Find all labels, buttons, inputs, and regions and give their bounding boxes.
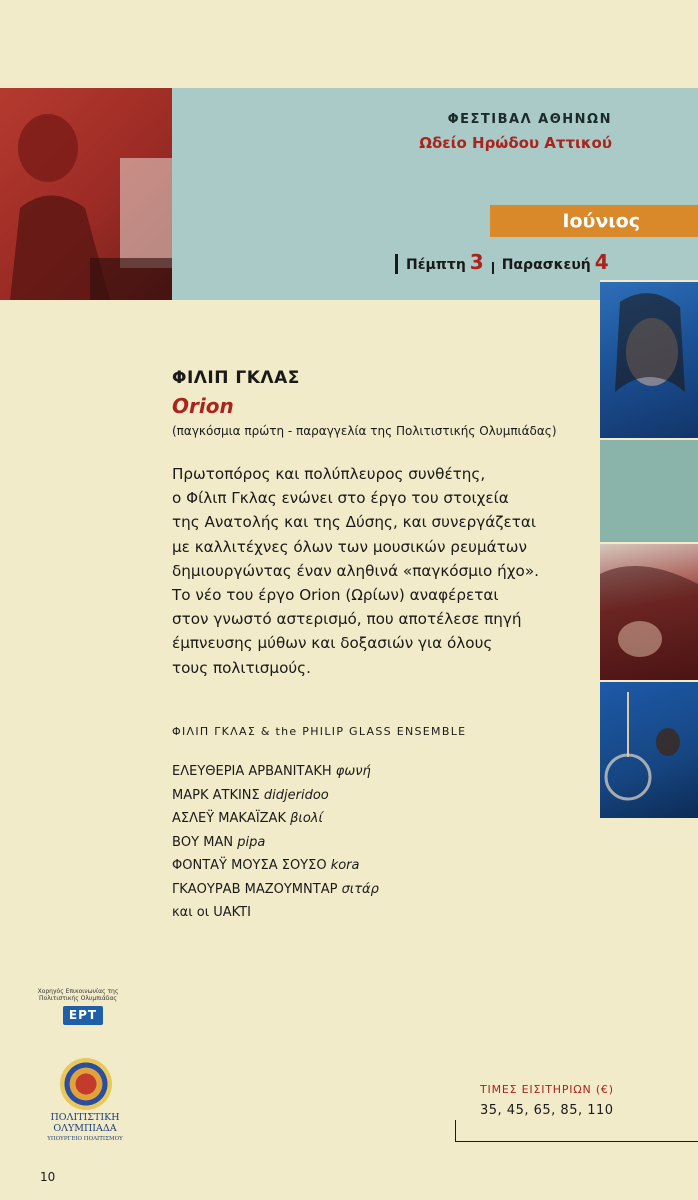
description-line: έμπνευσης μύθων και δοξασιών για όλους <box>172 634 493 653</box>
performer-name: ΦΟΝΤΑΫ ΜΟΥΣΑ ΣΟΥΣΟ <box>172 858 327 873</box>
performer-item <box>172 760 379 784</box>
performer-instrument: σιτάρ <box>341 881 379 897</box>
performer-name: ΓΚΑΟΥΡΑΒ ΜΑΖΟΥΜΝΤΑΡ <box>172 881 338 897</box>
color-block <box>600 440 698 542</box>
date-number: 3 <box>469 250 484 274</box>
month-label: Ιούνιος <box>562 210 640 232</box>
performer-instrument: φωνή <box>335 764 371 779</box>
olympiad-title: ΠΟΛΙΤΙΣΤΙΚΗ ΟΛΥΜΠΙΑΔΑ <box>50 1112 120 1134</box>
description <box>172 462 592 680</box>
performer-name: ΜΑΡΚ ΑΤΚΙΝΣ <box>172 787 260 803</box>
performer-photo <box>600 682 698 818</box>
ticket-rule-vertical <box>455 1120 456 1142</box>
venue-name: Ωδείο Ηρώδου Αττικού <box>419 134 612 152</box>
performer-photo <box>600 282 698 438</box>
performer-instrument: βιολί <box>290 811 323 826</box>
date-divider <box>492 262 494 274</box>
description-line: δημιουργώντας έναν αληθινά «παγκόσμιο ήχο». <box>172 561 539 580</box>
performer-name: ΕΛΕΥΘΕΡΙΑ ΑΡΒΑΝΙΤΑΚΗ <box>172 764 332 779</box>
date-day: Πέμπτη <box>406 257 466 273</box>
ticket-label: ΤΙΜΕΣ ΕΙΣΙΤΗΡΙΩΝ (€) <box>480 1083 614 1096</box>
performer-list <box>172 760 379 925</box>
description-line: Πρωτοπόρος και πολύπλευρος συνθέτης, <box>172 465 486 483</box>
performer-instrument: kora <box>330 858 360 873</box>
performer-item <box>172 831 379 855</box>
performer-instrument: pipa <box>237 834 266 850</box>
date-day: Παρασκευή <box>501 257 591 273</box>
performer-instrument: didjeridoo <box>263 787 329 803</box>
ticket-rule-horizontal <box>455 1141 698 1142</box>
performer-item <box>172 784 379 808</box>
page-number: 10 <box>40 1170 56 1184</box>
ert-logo: ΕΡΤ <box>63 1006 103 1025</box>
description-line: με καλλιτέχνες όλων των μουσικών ρευμάτων <box>172 537 527 556</box>
description-line: της Ανατολής και της Δύσης, και συνεργάζεται <box>172 513 537 532</box>
date-number: 4 <box>594 250 609 274</box>
work-subtitle: (παγκόσμια πρώτη - παραγγελία της Πολιτιστικής Ολυμπιάδας) <box>172 424 557 438</box>
festival-name: ΦΕΣΤΙΒΑΛ ΑΘΗΝΩΝ <box>447 112 612 127</box>
performer-item <box>172 854 379 878</box>
event-dates <box>395 250 609 278</box>
performer-item <box>172 807 379 831</box>
composer-photo <box>0 88 172 300</box>
olympiad-subtitle: ΥΠΟΥΡΓΕΙΟ ΠΟΛΙΤΙΣΜΟΥ <box>47 1136 123 1142</box>
ticket-prices: 35, 45, 65, 85, 110 <box>480 1103 614 1118</box>
sponsor-text: Χορηγός Επικοινωνίας της Πολιτιστικής Ολυμπιάδας <box>37 988 119 1002</box>
description-line: Το νέο του έργο Orion (Ωρίων) αναφέρεται <box>172 586 499 605</box>
description-line: ο Φίλιπ Γκλας ενώνει στο έργο του στοιχεία <box>172 489 509 508</box>
description-line: τους πολιτισμούς. <box>172 658 311 677</box>
description-line: στον γνωστό αστερισμό, που αποτέλεσε πηγή <box>172 610 522 629</box>
composer-name: ΦΙΛΙΠ ΓΚΛΑΣ <box>172 368 300 388</box>
date-divider <box>395 254 398 274</box>
performer-name: ΒΟΥ ΜΑΝ <box>172 834 234 850</box>
performer-item <box>172 878 379 902</box>
performer-photo <box>600 544 698 680</box>
olympiad-logo-icon <box>60 1058 112 1110</box>
ensemble-heading: ΦΙΛΙΠ ΓΚΛΑΣ & the PHILIP GLASS ENSEMBLE <box>172 725 467 738</box>
performer-name: ΑΣΛΕΫ ΜΑΚΑΪΖΑΚ <box>172 811 286 826</box>
work-title: Orion <box>172 394 234 418</box>
performer-name: και οι UAKTI <box>172 905 251 920</box>
performer-item <box>172 901 379 925</box>
